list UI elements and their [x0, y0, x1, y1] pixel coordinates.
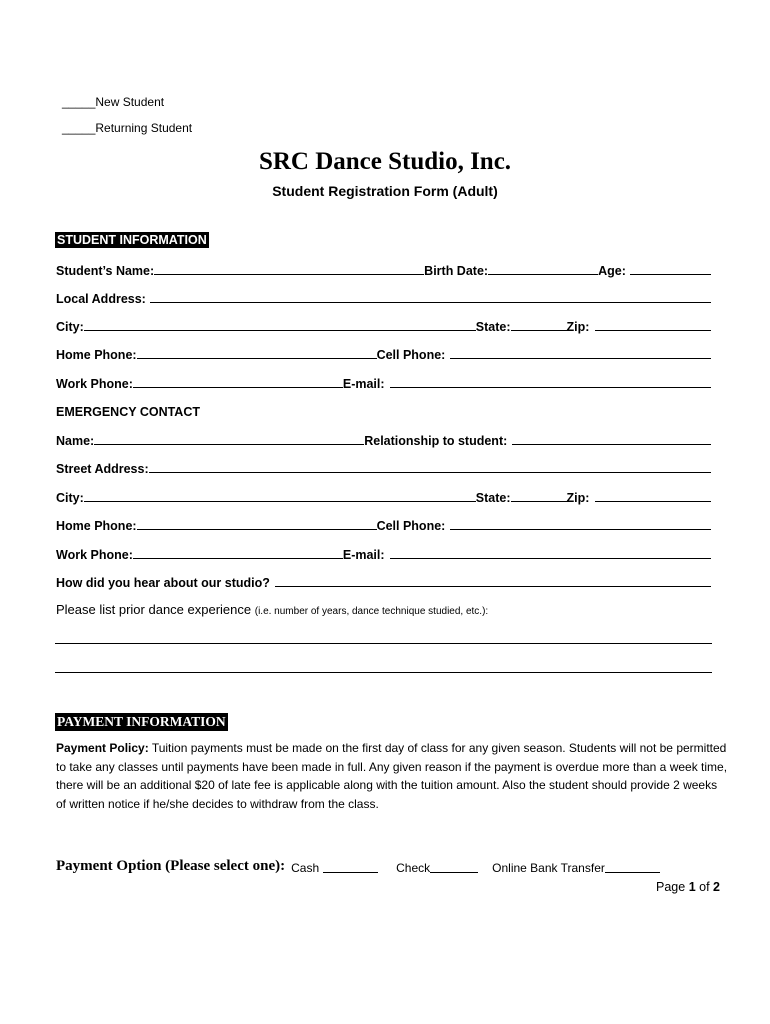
cash-blank[interactable]	[323, 861, 378, 873]
relationship-label: Relationship to student:	[364, 434, 508, 448]
emergency-cell-phone-field[interactable]	[450, 517, 711, 530]
student-name-label: Student’s Name:	[56, 264, 155, 278]
emergency-email-label: E-mail:	[342, 548, 385, 562]
emergency-work-phone-field[interactable]	[133, 546, 343, 559]
document-subtitle: Student Registration Form (Adult)	[272, 183, 498, 199]
payment-info-heading: PAYMENT INFORMATION	[57, 714, 226, 729]
page-word: Page	[656, 880, 686, 894]
emergency-contact-heading: EMERGENCY CONTACT	[56, 405, 200, 419]
email-field[interactable]	[390, 375, 711, 388]
work-phone-label: Work Phone:	[56, 377, 133, 391]
street-address-field[interactable]	[149, 460, 711, 473]
local-address-row	[56, 288, 711, 306]
check-label: Check	[396, 861, 431, 875]
student-name-row	[56, 260, 711, 278]
payment-option-online-transfer[interactable]	[492, 861, 660, 875]
page-of: of	[699, 880, 710, 894]
emergency-state-field[interactable]	[511, 489, 567, 502]
emergency-name-row	[56, 430, 711, 448]
hear-about-label: How did you hear about our studio?	[56, 576, 270, 590]
hear-about-field[interactable]	[275, 574, 711, 587]
page-number	[656, 880, 720, 894]
returning-student-label: Returning Student	[95, 121, 193, 135]
city-label: City:	[56, 320, 84, 334]
emergency-work-row	[56, 544, 711, 562]
payment-option-check[interactable]	[396, 861, 478, 875]
experience-hint: (i.e. number of years, dance technique studied, etc.):	[254, 606, 489, 617]
student-name-field[interactable]	[154, 262, 424, 275]
experience-prompt	[56, 602, 488, 617]
student-city-row	[56, 316, 711, 334]
hear-about-row	[56, 572, 711, 590]
payment-option-cash[interactable]	[291, 861, 378, 875]
zip-label: Zip:	[566, 320, 590, 334]
payment-policy-text: Tuition payments must be made on the first day of class for any given season. Students will not be permitted to take any classes until payments have been made in full. Any given reason if the payment is overdue more than a week time, there will be an additional $20 of late fee is applicable along with the tuition amount. Also the student should provide 2 weeks of written notice if he/she decides to withdraw from the class.	[56, 741, 728, 811]
new-student-checkline[interactable]	[62, 95, 164, 109]
emergency-heading-row	[56, 401, 711, 419]
experience-label: Please list prior dance experience	[56, 602, 252, 617]
student-work-row	[56, 373, 711, 391]
payment-option-label: Payment Option (Please select one):	[56, 858, 286, 874]
age-label: Age:	[598, 264, 626, 278]
page-total: 2	[713, 880, 720, 894]
emergency-zip-label: Zip:	[566, 491, 590, 505]
cash-label: Cash	[291, 861, 320, 875]
experience-line-2[interactable]	[55, 672, 712, 673]
payment-option-row	[56, 858, 660, 875]
document-title: SRC Dance Studio, Inc.	[258, 148, 512, 175]
age-field[interactable]	[630, 262, 711, 275]
cell-phone-label: Cell Phone:	[376, 348, 446, 362]
emergency-state-label: State:	[475, 491, 511, 505]
returning-student-blank[interactable]: _____	[62, 121, 96, 135]
payment-policy-paragraph	[56, 739, 728, 813]
emergency-zip-field[interactable]	[595, 489, 711, 502]
emergency-name-field[interactable]	[94, 432, 364, 445]
email-label: E-mail:	[342, 377, 385, 391]
emergency-phone-row	[56, 515, 711, 533]
check-blank[interactable]	[430, 861, 478, 873]
local-address-label: Local Address:	[56, 292, 146, 306]
experience-line-1[interactable]	[55, 643, 712, 644]
emergency-name-label: Name:	[56, 434, 95, 448]
payment-policy-label: Payment Policy:	[56, 741, 149, 755]
new-student-blank[interactable]: _____	[62, 95, 96, 109]
emergency-city-label: City:	[56, 491, 84, 505]
emergency-home-phone-label: Home Phone:	[56, 519, 137, 533]
street-address-label: Street Address:	[56, 462, 149, 476]
student-phone-row	[56, 344, 711, 362]
home-phone-label: Home Phone:	[56, 348, 137, 362]
emergency-city-row	[56, 487, 711, 505]
returning-student-checkline[interactable]	[62, 121, 192, 135]
emergency-email-field[interactable]	[390, 546, 711, 559]
zip-field[interactable]	[595, 318, 711, 331]
online-transfer-label: Online Bank Transfer	[492, 861, 605, 875]
work-phone-field[interactable]	[133, 375, 343, 388]
emergency-cell-phone-label: Cell Phone:	[376, 519, 446, 533]
emergency-work-phone-label: Work Phone:	[56, 548, 133, 562]
emergency-street-row	[56, 458, 711, 476]
page-current: 1	[688, 880, 696, 894]
state-field[interactable]	[511, 318, 567, 331]
emergency-home-phone-field[interactable]	[137, 517, 377, 530]
home-phone-field[interactable]	[137, 346, 377, 359]
online-transfer-blank[interactable]	[605, 861, 660, 873]
city-field[interactable]	[84, 318, 476, 331]
state-label: State:	[475, 320, 511, 334]
local-address-field[interactable]	[150, 290, 711, 303]
cell-phone-field[interactable]	[450, 346, 711, 359]
emergency-city-field[interactable]	[84, 489, 476, 502]
relationship-field[interactable]	[512, 432, 711, 445]
birth-date-label: Birth Date:	[424, 264, 489, 278]
birth-date-field[interactable]	[488, 262, 598, 275]
new-student-label: New Student	[95, 95, 165, 109]
student-info-heading: STUDENT INFORMATION	[57, 233, 207, 247]
